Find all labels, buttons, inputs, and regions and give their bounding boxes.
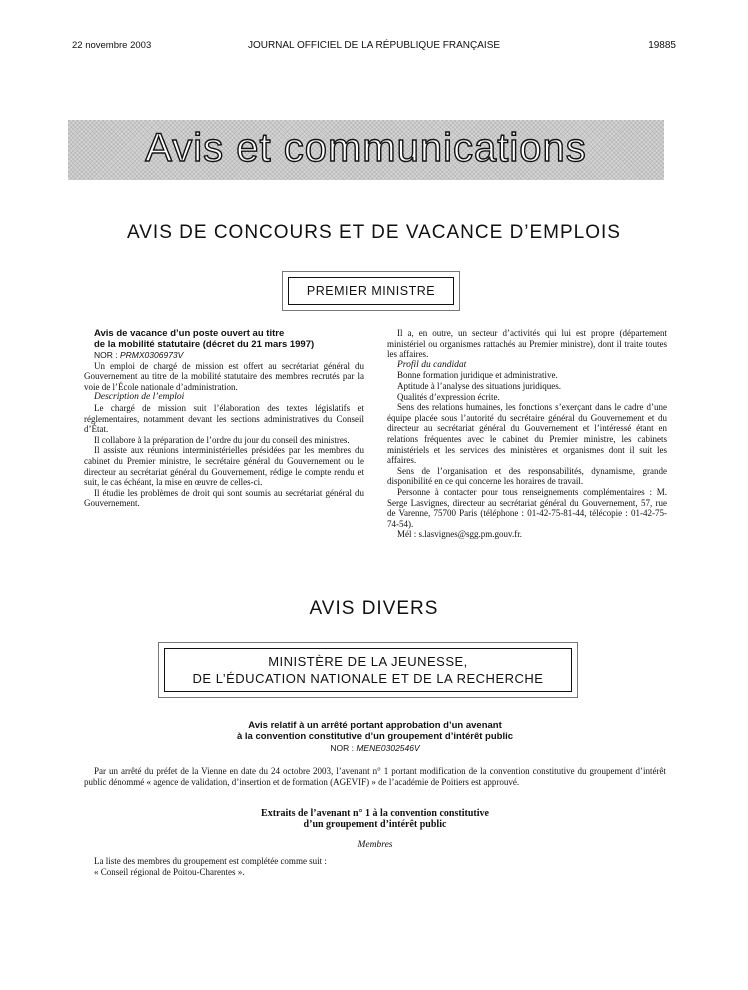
section-banner [68, 120, 664, 180]
article-title-line1: Avis de vacance d’un poste ouvert au titre [94, 328, 285, 339]
page-header [72, 40, 676, 54]
ministry-box-line2: DE L’ÉDUCATION NATIONALE ET DE LA RECHERCHE [192, 671, 544, 686]
members-heading: Membres [357, 840, 393, 850]
ministry-box-education [164, 648, 572, 692]
members-paragraph: « Conseil régional de Poitou-Charentes ». [94, 866, 245, 877]
contact-paragraph: Personne à contacter pour tous renseignements complémentaires : M. Serge Lasvignes, directeur au secrétariat général du Gouvernement, 57, rue de Varenne, 75700 Paris (téléphone : 01-42-75-81-44, télécopie : 01-42-75-74-54). [387, 486, 667, 529]
article2-intro-block [84, 766, 666, 787]
description-heading: Description de l’emploi [94, 392, 185, 403]
banner-title: Avis et communications [145, 126, 587, 170]
profile-item: Bonne formation juridique et administrative. [397, 370, 558, 381]
description-paragraph: Il assiste aux réunions interministérielles présidées par les membres du cabinet du Premier ministre, le secrétaire général du Gouvernement ou le directeur au secrétariat général du Gouvernement, rédige le compte rendu et suit, le cas échéant, la mise en œuvre de celles-ci. [84, 445, 364, 488]
description-paragraph: Il étudie les problèmes de droit qui sont soumis au secrétariat général du Gouvernement. [84, 487, 364, 509]
article2-intro: Par un arrêté du préfet de la Vienne en date du 24 octobre 2003, l’avenant n° 1 portant modification de la convention constitutive du groupement d’intérêt public dénommé « agence de validation, d’insertion et de formation (AGEVIF) » de l’académie de Poitiers est approuvé. [84, 766, 666, 787]
description-paragraph: Il collabore à la préparation de l’ordre du jour du conseil des ministres. [94, 434, 350, 445]
article2-title-line2: à la convention constitutive d’un groupement d’intérêt public [236, 731, 514, 742]
ministry-box: PREMIER MINISTRE [288, 277, 454, 305]
profile-heading: Profil du candidat [397, 359, 467, 370]
header-date: 22 novembre 2003 [72, 40, 152, 51]
members-paragraph: La liste des membres du groupement est complétée comme suit : [94, 856, 327, 866]
article-nor: NOR : PRMX0306973V [94, 350, 184, 360]
extracts-line2: d’un groupement d’intérêt public [303, 819, 447, 830]
article2-title-line1: Avis relatif à un arrêté portant approbation d’un avenant [248, 720, 502, 731]
section-title-concours: AVIS DE CONCOURS ET DE VACANCE D’EMPLOIS [127, 222, 621, 243]
article-nor-value: PRMX0306973V [120, 350, 184, 360]
profile-paragraph: Sens de l’organisation et des responsabilités, dynamisme, grande disponibilité en ce qui concerne les horaires de travail. [387, 465, 667, 487]
profile-paragraph: Sens des relations humaines, les fonctions s’exerçant dans le cadre d’une équipe placée sous l’autorité du secrétaire général du Gouvernement et du directeur au secrétariat général du Gouvernement et l’intéressé étant en relations fréquentes avec le cabinet du Premier ministre, les cabinets ministériels et les services des ministères et organismes dont il suit les affaires. [387, 402, 667, 466]
extracts-line1: Extraits de l’avenant n° 1 à la convention constitutive [261, 808, 489, 819]
members-block [84, 856, 666, 877]
header-journal-title: JOURNAL OFFICIEL DE LA RÉPUBLIQUE FRANÇAISE [247, 40, 501, 51]
activity-paragraph: Il a, en outre, un secteur d’activités qui lui est propre (département ministériel ou organismes rattachés au Premier ministre), dont il traite toutes les affaires. [387, 328, 667, 360]
article-title-line2: de la mobilité statutaire (décret du 21 mars 1997) [94, 339, 315, 350]
header-page-number: 19885 [648, 40, 676, 51]
article2-title [84, 720, 666, 742]
contact-email: Mél : s.lasvignes@sgg.pm.gouv.fr. [397, 529, 522, 540]
ministry-box-line1: MINISTÈRE DE LA JEUNESSE, [268, 654, 468, 669]
article-column-left [84, 328, 364, 509]
article-column-right [387, 328, 667, 540]
section-title-avis-divers: AVIS DIVERS [309, 598, 439, 619]
article2-nor: NOR : MENE0302546V [330, 743, 420, 753]
description-paragraph: Le chargé de mission suit l’élaboration des textes législatifs et réglementaires, notamment devant les sections administratives du Conseil d’État. [84, 402, 364, 435]
extracts-heading [84, 808, 666, 830]
article2-nor-value: MENE0302546V [356, 743, 420, 753]
profile-item: Aptitude à l’analyse des situations juridiques. [397, 380, 561, 391]
article-intro: Un emploi de chargé de mission est offert au secrétariat général du Gouvernement au titre de la mobilité statutaire des membres recrutés par la voie de l’École nationale d’administration. [84, 360, 364, 392]
profile-item: Qualités d’expression écrite. [397, 391, 500, 402]
